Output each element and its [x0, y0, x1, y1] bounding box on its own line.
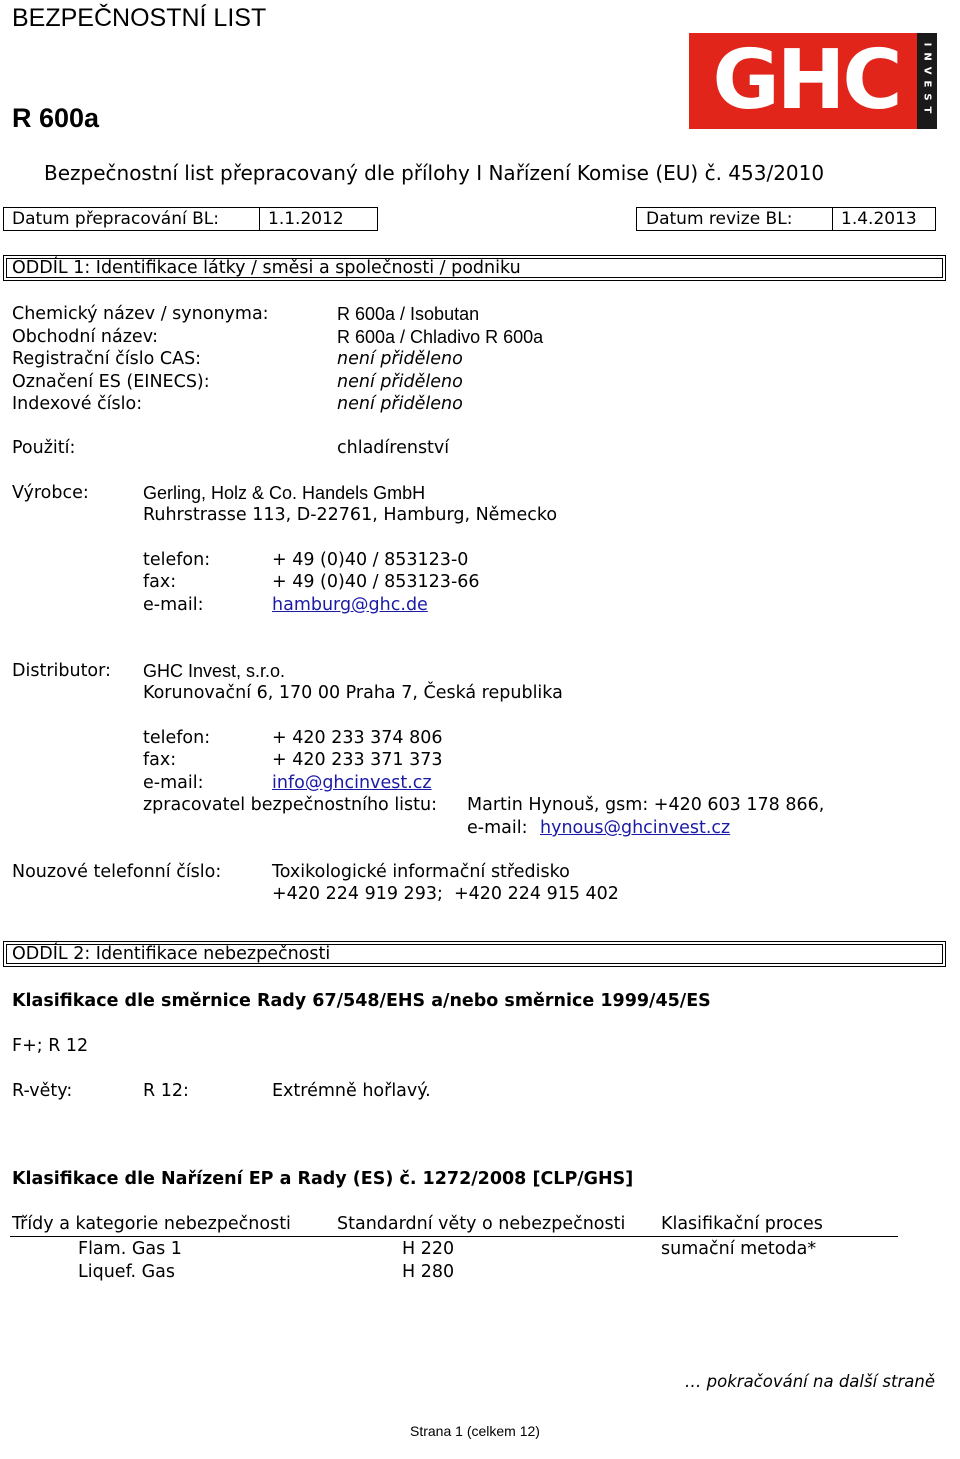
manufacturer-phone-label: telefon:: [143, 550, 211, 570]
manufacturer-address: Ruhrstrasse 113, D-22761, Hamburg, Německo: [143, 505, 558, 525]
trade-name-label: Obchodní název:: [12, 327, 158, 347]
use-label: Použití:: [12, 438, 76, 458]
review-date-label: Datum revize BL:: [646, 209, 793, 229]
distributor-fax-label: fax:: [143, 750, 177, 770]
table-row-2-statement: H 280: [402, 1262, 455, 1282]
use-value: chladírenství: [337, 438, 450, 458]
manufacturer-email-label: e-mail:: [143, 595, 204, 615]
sds-processor-email-label: e-mail:: [467, 818, 528, 838]
cas-value: není přiděleno: [337, 349, 463, 369]
section-1-title: ODDÍL 1: Identifikace látky / směsi a společnosti / podniku: [12, 258, 521, 278]
review-date-value: 1.4.2013: [841, 209, 917, 229]
emergency-numbers: +420 224 919 293; +420 224 915 402: [272, 884, 619, 904]
manufacturer-email-link[interactable]: hamburg@ghc.de: [272, 595, 428, 615]
es-value: není přiděleno: [337, 372, 463, 392]
dsd-classification: F+; R 12: [12, 1036, 89, 1056]
continued-note: … pokračování na další straně: [684, 1372, 935, 1391]
manufacturer-fax: + 49 (0)40 / 853123-66: [272, 572, 480, 592]
table-header-h-statements: Standardní věty o nebezpečnosti: [337, 1214, 626, 1234]
distributor-label: Distributor:: [12, 661, 111, 681]
logo-letters: GHC: [712, 33, 900, 128]
document-type: BEZPEČNOSTNÍ LIST: [12, 4, 267, 32]
table-row-1-procedure: sumační metoda*: [661, 1239, 817, 1259]
table-header-hazard-class: Třídy a kategorie nebezpečnosti: [12, 1214, 291, 1234]
distributor-address: Korunovační 6, 170 00 Praha 7, Česká republika: [143, 683, 563, 703]
ghc-invest-logo: [689, 33, 937, 129]
sds-processor-email-link[interactable]: hynous@ghcinvest.cz: [540, 818, 731, 838]
index-value: není přiděleno: [337, 394, 463, 414]
product-name: R 600a: [12, 103, 100, 133]
table-header-rule: [10, 1236, 898, 1237]
emergency-phone-label: Nouzové telefonní číslo:: [12, 862, 222, 882]
sds-processor: Martin Hynouš, gsm: +420 603 178 866,: [467, 795, 825, 815]
dsd-classification-heading: Klasifikace dle směrnice Rady 67/548/EHS a/nebo směrnice 1999/45/ES: [12, 991, 711, 1011]
distributor-email-label: e-mail:: [143, 773, 204, 793]
logo-side-text: INVEST: [921, 42, 933, 120]
distributor-phone: + 420 233 374 806: [272, 728, 443, 748]
revision-label-box: [3, 207, 260, 231]
chem-name-label: Chemický název / synonyma:: [12, 304, 269, 324]
distributor-email-link[interactable]: info@ghcinvest.cz: [272, 773, 432, 793]
chem-name-value: R 600a / Isobutan: [337, 304, 480, 324]
r-phrases-label: R-věty:: [12, 1081, 73, 1101]
manufacturer-name: Gerling, Holz & Co. Handels GmbH: [143, 483, 426, 503]
index-label: Indexové číslo:: [12, 394, 143, 414]
es-label: Označení ES (EINECS):: [12, 372, 210, 392]
distributor-phone-label: telefon:: [143, 728, 211, 748]
section-2-header: [3, 941, 946, 967]
sds-processor-label: zpracovatel bezpečnostního listu:: [143, 795, 438, 815]
page-number: Strana 1 (celkem 12): [410, 1423, 540, 1439]
regulation-note: Bezpečnostní list přepracovaný dle přílohy I Nařízení Komise (EU) č. 453/2010: [44, 161, 825, 185]
distributor-name: GHC Invest, s.r.o.: [143, 661, 286, 681]
review-label-box: [636, 207, 833, 231]
revision-date-label: Datum přepracování BL:: [12, 209, 219, 229]
revision-value-box: [259, 207, 378, 231]
distributor-fax: + 420 233 371 373: [272, 750, 443, 770]
section-2-title: ODDÍL 2: Identifikace nebezpečnosti: [12, 944, 331, 964]
cas-label: Registrační číslo CAS:: [12, 349, 202, 369]
manufacturer-label: Výrobce:: [12, 483, 89, 503]
table-row-2-class: Liquef. Gas: [78, 1262, 175, 1282]
review-value-box: [832, 207, 936, 231]
section-1-header: [3, 255, 946, 281]
manufacturer-fax-label: fax:: [143, 572, 177, 592]
r-phrase-text: Extrémně hořlavý.: [272, 1081, 431, 1101]
table-header-procedure: Klasifikační proces: [661, 1214, 823, 1234]
table-row-1-class: Flam. Gas 1: [78, 1239, 182, 1259]
clp-classification-heading: Klasifikace dle Nařízení EP a Rady (ES) č. 1272/2008 [CLP/GHS]: [12, 1169, 634, 1189]
r-phrase-code: R 12:: [143, 1081, 189, 1101]
table-row-1-statement: H 220: [402, 1239, 455, 1259]
emergency-center: Toxikologické informační středisko: [272, 862, 570, 882]
trade-name-value: R 600a / Chladivo R 600a: [337, 327, 544, 347]
manufacturer-phone: + 49 (0)40 / 853123-0: [272, 550, 469, 570]
revision-date-value: 1.1.2012: [268, 209, 344, 229]
